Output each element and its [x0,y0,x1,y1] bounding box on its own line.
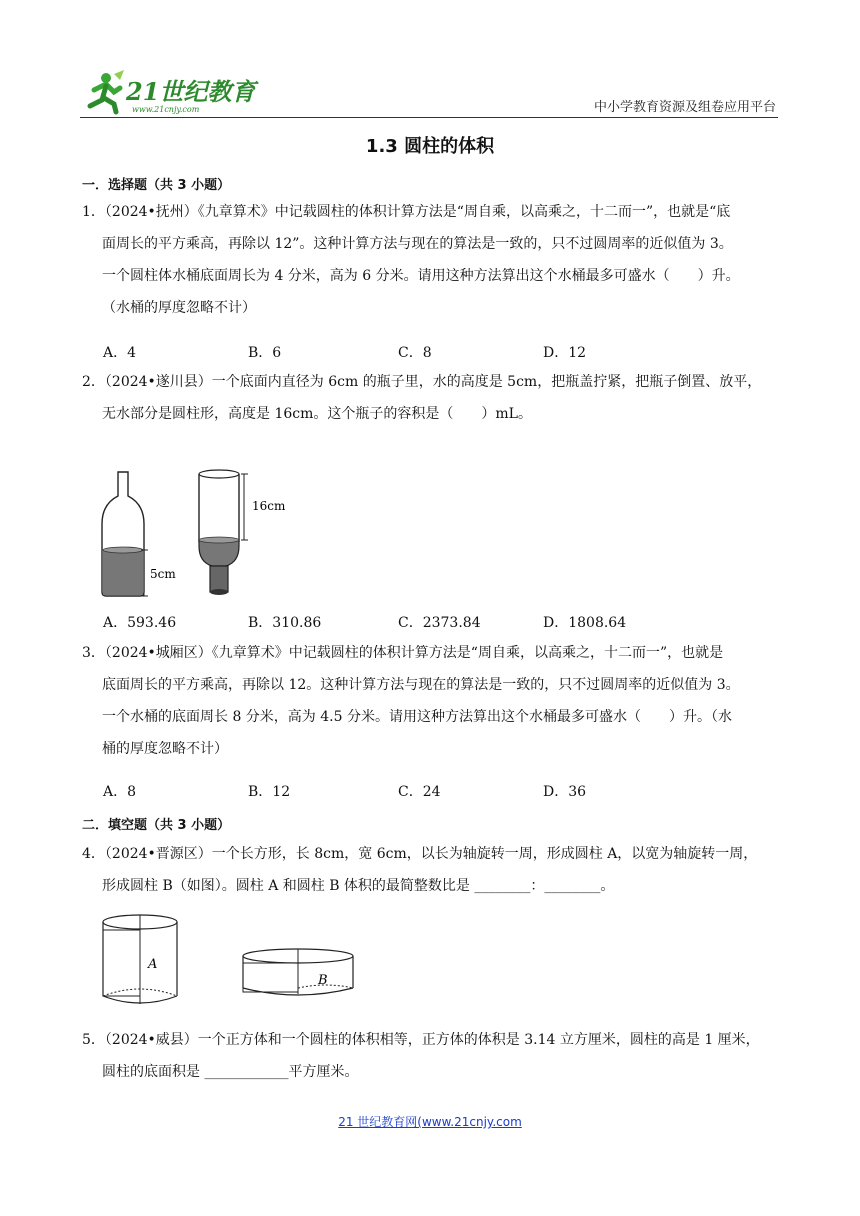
label-a: A [148,957,158,972]
question-3 [82,637,782,765]
platform-name: 中小学教育资源及组卷应用平台 [593,100,776,115]
question-1 [82,196,782,324]
question-line: 形成圆柱 B（如图）。圆柱 A 和圆柱 B 体积的最简整数比是 ________：________。 [102,878,615,894]
question-line: 无水部分是圆柱形，高度是 16cm。这个瓶子的容积是（ ）mL。 [102,406,532,422]
header-divider [80,117,778,118]
question-5 [82,1024,782,1088]
question-line: 面周长的平方乘高，再除以 12”。这种计算方法与现在的算法是一致的，只不过圆周率的近似值为 3。 [102,236,733,252]
bottle-figure [98,466,298,604]
footer-link[interactable]: 21 世纪教育网(www.21cnjy.com [338,1115,522,1129]
option-b[interactable]: B．310.86 [248,615,322,631]
option-a[interactable]: A．8 [103,784,137,800]
option-d[interactable]: D．36 [543,784,587,800]
question-line: 3．（2024•城厢区）《九章算术》中记载圆柱的体积计算方法是“周自乘，以高乘之，十二而一”，也就是 [82,645,724,661]
question-line: 一个水桶的底面周长 8 分米，高为 4.5 分米。请用这种方法算出这个水桶最多可盛水（ ）升。（水 [102,709,732,725]
option-a[interactable]: A．4 [103,345,137,361]
question-4 [82,838,782,902]
question-line: 4．（2024•晋源区）一个长方形，长 8cm，宽 6cm，以长为轴旋转一周，形成圆柱 A，以宽为轴旋转一周， [82,846,758,862]
svg-text:www.21cnjy.com: www.21cnjy.com [132,105,200,114]
question-line: 5．（2024•威县）一个正方体和一个圆柱的体积相等，正方体的体积是 3.14 立方厘米，圆柱的高是 1 厘米， [82,1032,760,1048]
label-5cm: 5cm [150,567,176,581]
question-line: 桶的厚度忽略不计） [102,741,228,757]
question-line: 圆柱的底面积是 ____________平方厘米。 [102,1064,359,1080]
section-heading-fill: 二．填空题（共 3 小题） [82,818,231,833]
option-d[interactable]: D．12 [543,345,587,361]
logo [80,68,260,116]
svg-text:21世纪教育: 21世纪教育 [126,77,256,106]
page-title: 1.3 圆柱的体积 [365,136,495,157]
cylinder-figure [100,912,360,1012]
option-c[interactable]: C．2373.84 [398,615,481,631]
question-line: （水桶的厚度忽略不计） [102,300,256,316]
bottle-diagram [98,466,298,600]
question-line: 一个圆柱体水桶底面周长为 4 分米，高为 6 分米。请用这种方法算出这个水桶最多可盛水（ ）升。 [102,268,740,284]
runner-logo-icon [80,68,260,116]
label-16cm: 16cm [252,499,286,513]
question-line: 2．（2024•遂川县）一个底面内直径为 6cm 的瓶子里，水的高度是 5cm，把瓶盖拧紧，把瓶子倒置、放平， [82,374,762,390]
option-c[interactable]: C．24 [398,784,441,800]
option-d[interactable]: D．1808.64 [543,615,627,631]
question-line: 1．（2024•抚州）《九章算术》中记载圆柱的体积计算方法是“周自乘，以高乘之，十二而一”，也就是“底 [82,204,731,220]
cylinders-diagram [100,912,360,1008]
label-b: B [318,973,328,988]
section-heading-choice: 一．选择题（共 3 小题） [82,178,231,193]
question-line: 底面周长的平方乘高，再除以 12。这种计算方法与现在的算法是一致的，只不过圆周率的近似值为 3。 [102,677,740,693]
question-2 [82,366,782,430]
option-b[interactable]: B．6 [248,345,282,361]
option-c[interactable]: C．8 [398,345,432,361]
option-b[interactable]: B．12 [248,784,291,800]
option-a[interactable]: A．593.46 [103,615,177,631]
